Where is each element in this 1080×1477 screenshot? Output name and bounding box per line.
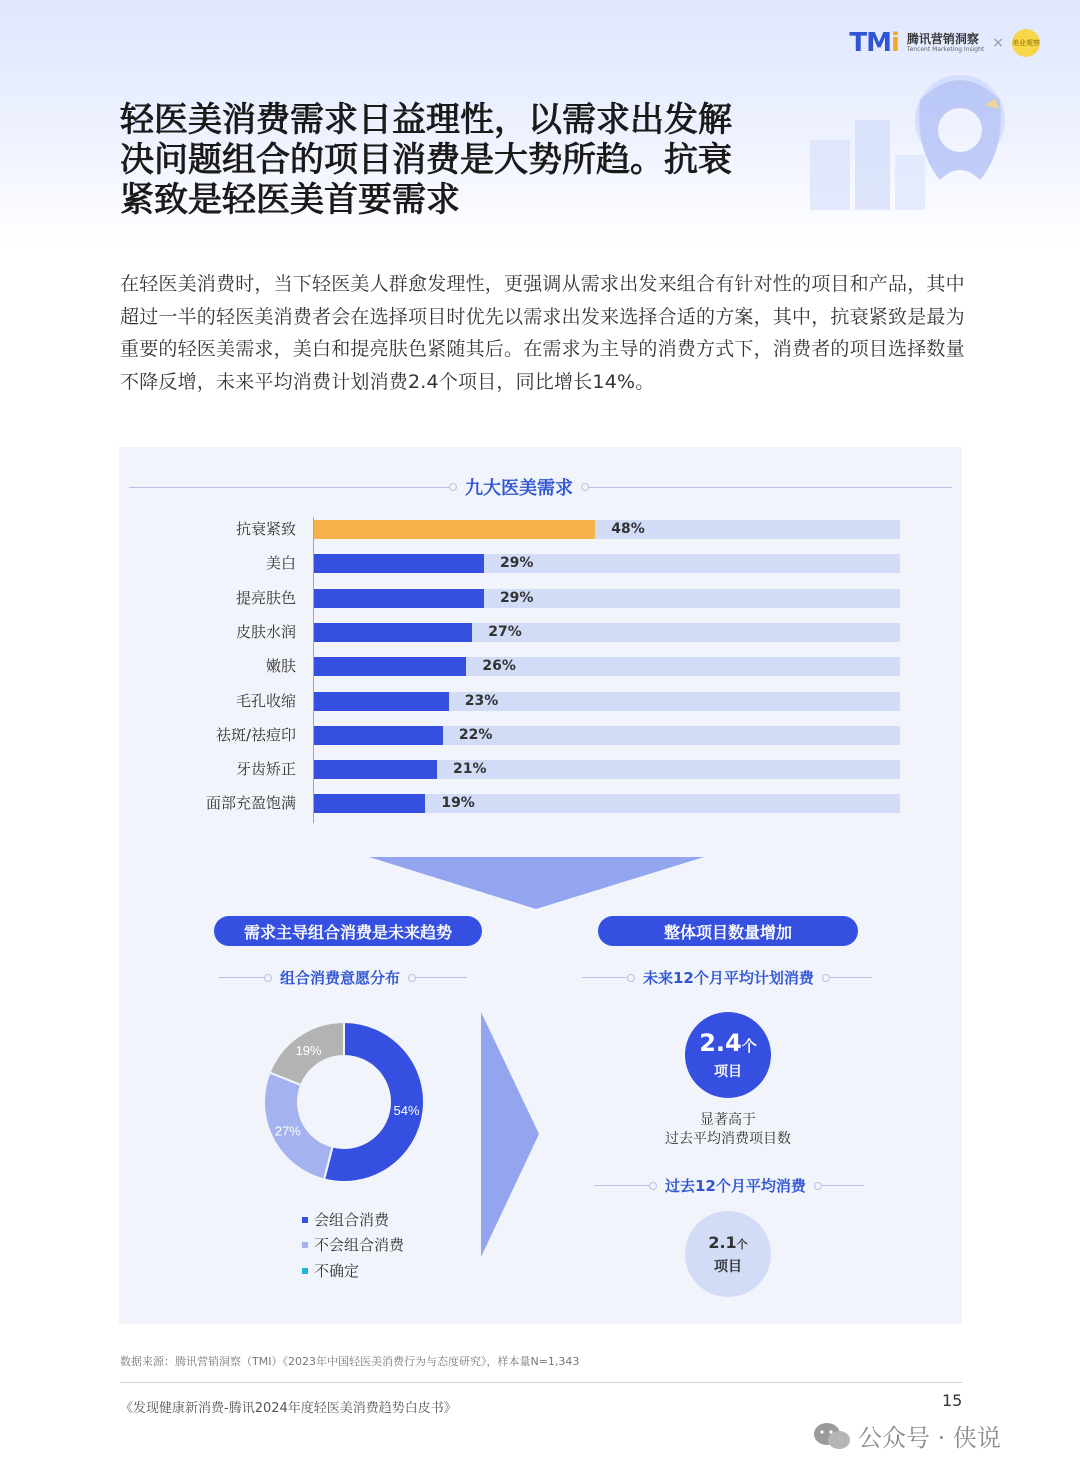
logo-cn-text: 腾讯营销洞察	[906, 32, 979, 46]
bar-category-label: 牙齿矫正	[235, 760, 296, 779]
bar	[314, 589, 484, 608]
down-arrow-icon	[369, 857, 704, 909]
past-count-value: 2.1个	[708, 1232, 748, 1252]
bar-chart-title: 九大医美需求	[465, 478, 573, 499]
donut-value-label: 54%	[393, 1102, 420, 1118]
bar-track	[314, 726, 900, 745]
future-count-circle	[685, 1012, 771, 1098]
bar-value-label: 27%	[488, 623, 522, 640]
heading-dot	[814, 1182, 822, 1190]
bar-value-label: 29%	[499, 589, 534, 606]
watermark-text: 公众号 · 侠说	[858, 1424, 1001, 1452]
heading-dot	[581, 483, 589, 491]
illustration-figure	[810, 60, 1010, 230]
bar-category-label: 面部充盈饱满	[205, 794, 296, 813]
watermark	[812, 1418, 1001, 1453]
heading-dot	[822, 974, 830, 982]
bar-track	[314, 554, 900, 573]
bar-category-label: 提亮肤色	[235, 588, 296, 607]
heading-rule	[416, 977, 467, 978]
title-line: 轻医美消费需求日益理性，以需求出发解	[120, 100, 732, 140]
legend-label: 不会组合消费	[314, 1236, 405, 1254]
bar-category-label: 抗衰紧致	[235, 520, 296, 538]
future-count-unit: 项目	[714, 1063, 742, 1080]
future-subtitle: 未来12个月平均计划消费	[643, 969, 814, 987]
bar-value-label: 21%	[453, 761, 487, 778]
bar-track	[314, 794, 900, 813]
bar-track	[314, 657, 900, 676]
logo-wordmark	[907, 33, 984, 53]
legend-item	[302, 1234, 404, 1255]
heading-dot	[408, 974, 416, 982]
right-arrow-icon	[481, 1012, 539, 1257]
bar-row	[119, 587, 962, 609]
past-count-unit: 项目	[714, 1258, 742, 1275]
legend-label: 不确定	[314, 1262, 360, 1280]
bar	[314, 520, 595, 539]
logo-separator: ×	[992, 35, 1004, 51]
infographic-panel	[119, 447, 962, 1324]
bar-row	[119, 724, 962, 746]
title-line: 决问题组合的项目消费是大势所趋。抗衰	[120, 140, 732, 180]
wechat-icon	[812, 1421, 852, 1451]
bar-track	[314, 623, 900, 642]
bar-category-label: 毛孔收缩	[235, 691, 296, 710]
bar-track	[314, 520, 900, 539]
left-pill-heading: 需求主导组合消费是未来趋势	[214, 916, 482, 946]
donut-heading	[219, 967, 467, 988]
donut-value-label: 19%	[295, 1042, 322, 1058]
legend-item	[302, 1260, 359, 1281]
future-note-line: 过去平均消费项目数	[665, 1131, 791, 1147]
logo-mark: TMi	[849, 28, 899, 58]
bar	[314, 692, 449, 711]
donut-chart	[264, 1022, 424, 1182]
page-number: 15	[942, 1391, 963, 1410]
title-line: 紧致是轻医美首要需求	[120, 180, 460, 220]
heading-rule	[219, 977, 264, 978]
legend-swatch	[302, 1217, 308, 1223]
brand-logo	[849, 28, 1040, 58]
bar-value-label: 29%	[499, 555, 534, 572]
bar	[314, 760, 437, 779]
bar-category-label: 嫩肤	[265, 657, 296, 676]
bar-category-label: 祛斑/祛痘印	[215, 725, 296, 744]
logo-en-text: Tencent Marketing Insight	[906, 46, 985, 53]
bar-value-label: 19%	[441, 795, 475, 812]
donut-value-label: 27%	[274, 1123, 301, 1139]
bar	[314, 554, 484, 573]
bar-value-label: 26%	[482, 658, 516, 675]
bar-value-label: 23%	[464, 692, 499, 709]
heading-rule	[830, 977, 872, 978]
right-pill-heading: 整体项目数量增加	[598, 916, 858, 946]
bar-category-label: 美白	[265, 554, 296, 573]
bar-category-label: 皮肤水润	[235, 622, 296, 641]
bar-value-label: 22%	[458, 726, 493, 743]
past-heading	[594, 1175, 864, 1196]
past-count-circle	[685, 1211, 771, 1297]
future-note-line: 显著高于	[700, 1112, 756, 1128]
bar-chart-heading	[129, 474, 952, 500]
page-title	[120, 100, 820, 220]
bar-value-label: 48%	[611, 521, 645, 537]
bar	[314, 623, 472, 642]
bar	[314, 726, 443, 745]
heading-rule	[129, 487, 449, 488]
bar-row	[119, 655, 962, 677]
bar-track	[314, 760, 900, 779]
footer-divider	[120, 1382, 962, 1383]
bar-row	[119, 518, 962, 540]
data-source-note: 数据来源：腾讯营销洞察（TMI）《2023年中国轻医美消费行为与态度研究》，样本量N=1,343	[120, 1355, 580, 1368]
legend-item	[302, 1209, 389, 1230]
past-subtitle: 过去12个月平均消费	[665, 1177, 806, 1195]
future-count-value: 2.4个	[699, 1028, 757, 1057]
legend-swatch	[302, 1268, 308, 1274]
legend-swatch	[302, 1242, 308, 1248]
heading-dot	[264, 974, 272, 982]
heading-dot	[449, 483, 457, 491]
heading-rule	[822, 1185, 864, 1186]
heading-rule	[594, 1185, 649, 1186]
future-heading	[582, 967, 872, 988]
footer-report-title: 《发现健康新消费-腾讯2024年度轻医美消费趋势白皮书》	[120, 1401, 457, 1416]
bar-row	[119, 552, 962, 574]
bar	[314, 657, 466, 676]
bar	[314, 794, 425, 813]
bar-row	[119, 690, 962, 712]
bar-track	[314, 692, 900, 711]
heading-rule	[582, 977, 627, 978]
bar-row	[119, 621, 962, 643]
intro-paragraph: 在轻医美消费时，当下轻医美人群愈发理性，更强调从需求出发来组合有针对性的项目和产品，其中超过一半的轻医美消费者会在选择项目时优先以需求出发来选择合适的方案，其中，抗衰紧致是最为重要的轻医美需求，美白和提亮肤色紧随其后。在需求为主导的消费方式下，消费者的项目选择数量不降反增，未来平均消费计划消费2.4个项目，同比增长14%。	[120, 273, 965, 393]
heading-dot	[627, 974, 635, 982]
heading-dot	[649, 1182, 657, 1190]
partner-badge: 美业观察	[1012, 29, 1040, 57]
bar-track	[314, 589, 900, 608]
heading-rule	[589, 487, 952, 488]
donut-subtitle: 组合消费意愿分布	[280, 969, 401, 987]
legend-label: 会组合消费	[314, 1211, 390, 1229]
bar-row	[119, 758, 962, 780]
bar-row	[119, 792, 962, 814]
bar-chart-axis	[313, 517, 314, 823]
